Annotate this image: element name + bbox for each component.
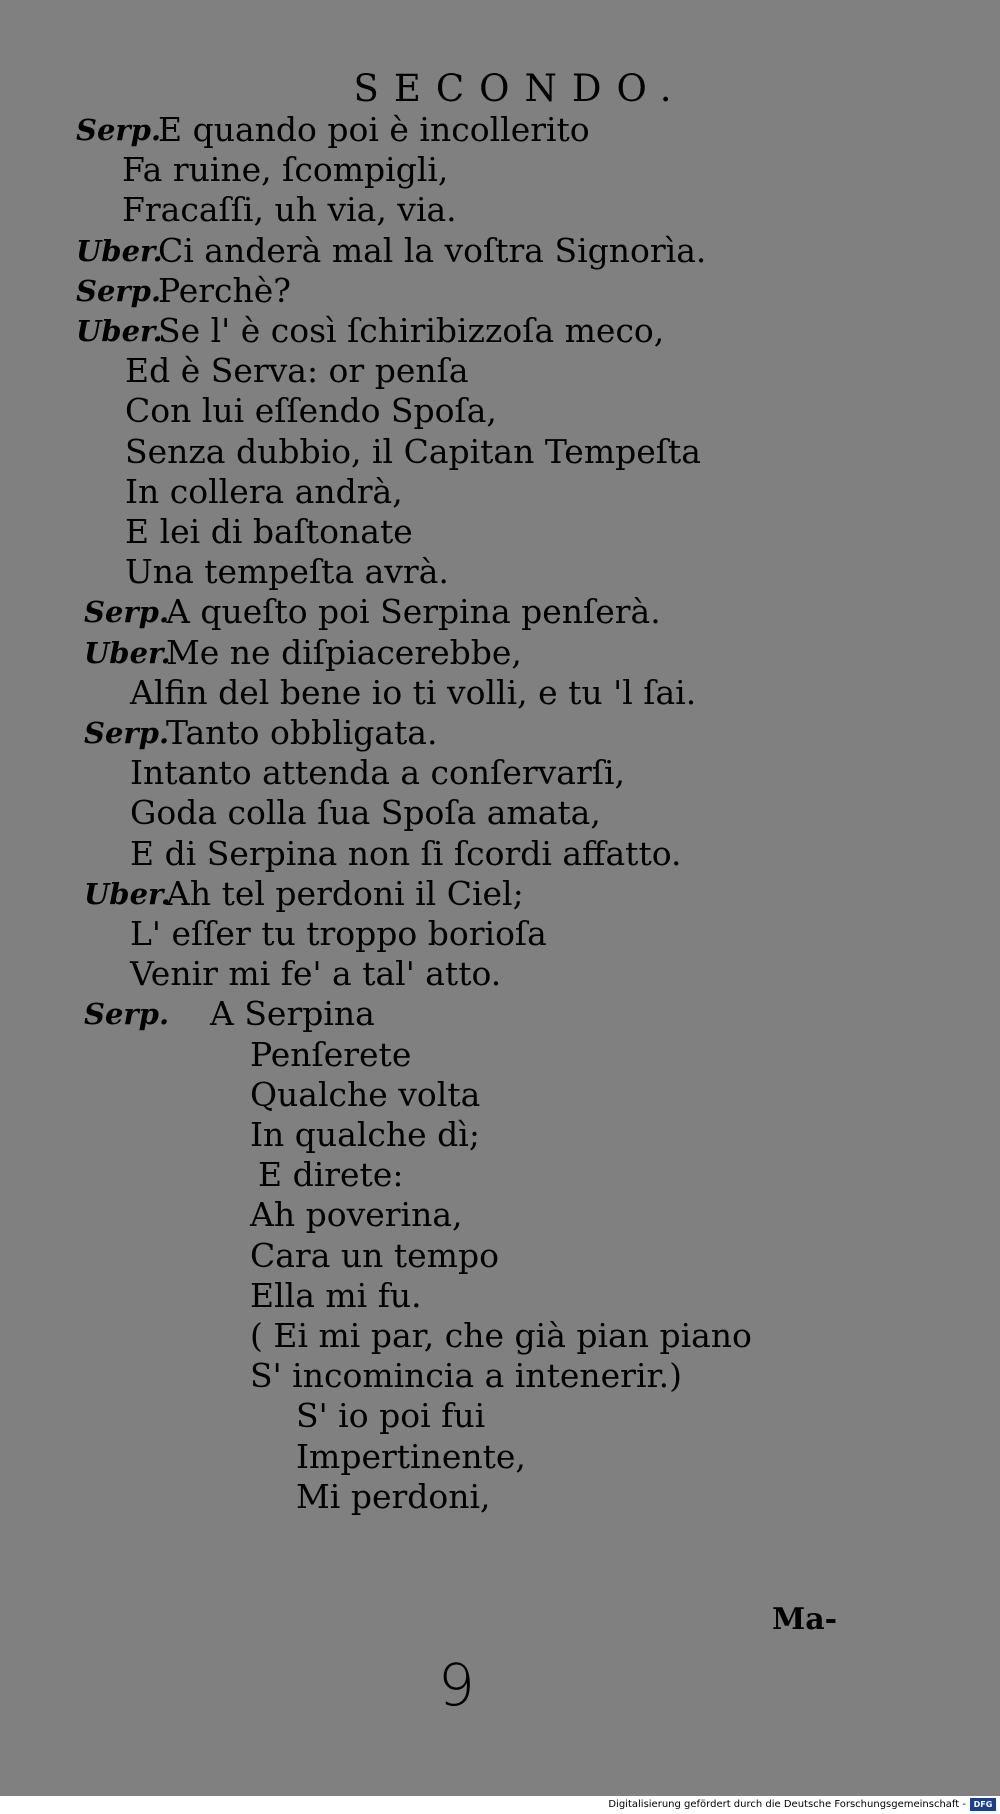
verse-text: Alfin del bene io ti volli, e tu 'l ſai. (130, 673, 697, 712)
verse-text: E quando poi è incollerito (158, 110, 590, 149)
verse-text: Fa ruine, ſcompigli, (122, 150, 449, 189)
verse-text: E direte: (258, 1155, 404, 1194)
verse-text: A Serpina (210, 994, 375, 1033)
verse-text: Intanto attenda a conſervarſi, (130, 753, 625, 792)
verse-text: Cara un tempo (250, 1236, 499, 1275)
footer-credit: Digitalisierung gefördert durch die Deutsche Forschungsgemeinschaft - (608, 1799, 966, 1810)
verse-text: Perchè? (158, 271, 291, 310)
verse-text: Tanto obbligata. (166, 713, 438, 752)
running-head: SECONDO. (353, 67, 687, 110)
verse-text: Me ne diſpiacerebbe, (166, 633, 522, 672)
verse-text: Goda colla ſua Spoſa amata, (130, 793, 601, 832)
speaker-label: Serp. (84, 997, 170, 1031)
verse-text: L' eſſer tu troppo borioſa (130, 914, 547, 953)
verse-text: S' io poi fui (296, 1396, 486, 1435)
verse-text: Ella mi fu. (250, 1276, 422, 1315)
verse-text: E di Serpina non ſi ſcordi affatto. (130, 834, 682, 873)
digitization-footer (0, 1796, 1000, 1814)
verse-text: A queſto poi Serpina penſerà. (166, 592, 661, 631)
verse-text: Ah poverina, (250, 1195, 463, 1234)
dfg-logo-icon: DFG (970, 1798, 996, 1811)
verse-text: Impertinente, (296, 1437, 526, 1476)
verse-text: Ah tel perdoni il Ciel; (166, 874, 524, 913)
speaker-label: Serp. (84, 595, 170, 629)
verse-text: Una tempeſta avrà. (125, 552, 449, 591)
verse-text: Qualche volta (250, 1075, 481, 1114)
verse-text: Ed è Serva: or penſa (125, 351, 469, 390)
verse-text: S' incomincia a intenerir.) (250, 1356, 683, 1395)
signature-mark: 9 (438, 1651, 475, 1719)
verse-text: Se l' è così ſchiribizzoſa meco, (158, 311, 665, 350)
speaker-label: Serp. (76, 113, 162, 147)
verse-text: Senza dubbio, il Capitan Tempeſta (125, 432, 701, 471)
verse-text: Mi perdoni, (296, 1477, 491, 1516)
catchword: Ma- (772, 1602, 838, 1637)
speaker-label: Uber. (76, 234, 163, 268)
verse-text: Venir mi fe' a tal' atto. (130, 954, 502, 993)
speaker-label: Uber. (84, 877, 171, 911)
verse-text: In collera andrà, (125, 472, 403, 511)
verse-text: Fracaſſi, uh via, via. (122, 190, 457, 229)
verse-text: Con lui eſſendo Spoſa, (125, 391, 497, 430)
speaker-label: Serp. (84, 716, 170, 750)
speaker-label: Uber. (76, 314, 163, 348)
speaker-label: Uber. (84, 636, 171, 670)
verse-text: Ci anderà mal la voſtra Signorìa. (158, 231, 707, 270)
speaker-label: Serp. (76, 274, 162, 308)
verse-text: In qualche dì; (250, 1115, 480, 1154)
verse-text: Penſerete (250, 1035, 412, 1074)
verse-text: ( Ei mi par, che già pian piano (250, 1316, 752, 1355)
verse-text: E lei di baſtonate (125, 512, 413, 551)
